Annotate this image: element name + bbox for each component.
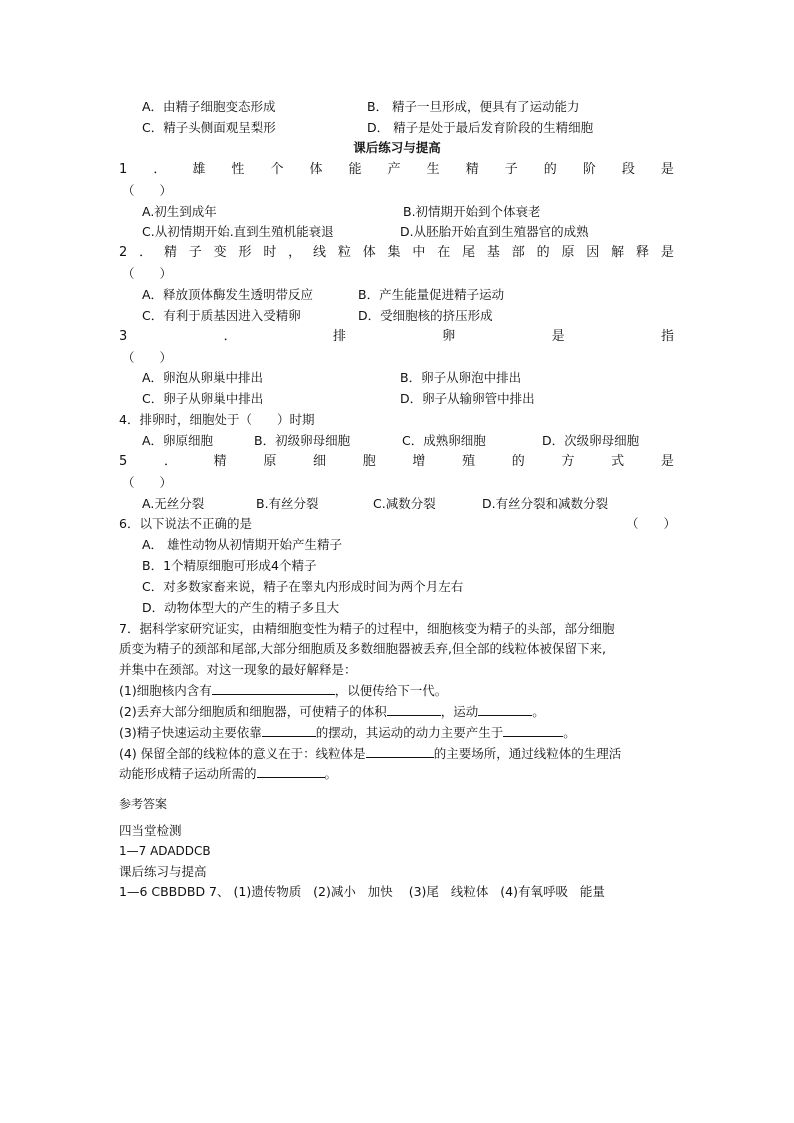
sub-3-text-c: 。 bbox=[563, 725, 576, 740]
question-5-stem bbox=[119, 451, 674, 472]
question-7-sub-4 bbox=[119, 743, 621, 764]
answer-blank-4b[interactable] bbox=[257, 763, 325, 778]
stem-char: 生 bbox=[426, 162, 440, 177]
stem-char: 精 bbox=[465, 162, 479, 177]
stem-char: 中 bbox=[412, 245, 426, 260]
answers-section-2: 课后练习与提高 bbox=[119, 864, 207, 879]
stem-char: ， bbox=[288, 245, 302, 260]
stem-char: 段 bbox=[621, 162, 635, 177]
question-4-option-a: A．卵原细胞 bbox=[142, 433, 214, 448]
sub-4-text-d: 。 bbox=[324, 766, 338, 781]
question-7-paragraph-line-2: 质变为精子的颈部和尾部,大部分细胞质及多数细胞器被丢弃,但全部的线粒体被保留下来, bbox=[119, 641, 606, 656]
stem-char: 在 bbox=[437, 245, 451, 260]
prev-option-c: C．精子头侧面观呈梨形 bbox=[142, 120, 276, 135]
question-1-stem bbox=[119, 159, 674, 180]
stem-char: 粒 bbox=[337, 245, 351, 260]
answer-item: (1)遗传物质 bbox=[233, 884, 302, 899]
question-1-option-d: D.从胚胎开始直到生殖器官的成熟 bbox=[400, 224, 589, 239]
question-7-sub-4-cont bbox=[119, 763, 337, 784]
stem-char: 因 bbox=[586, 245, 600, 260]
question-6-option-d: D．动物体型大的产生的精子多且大 bbox=[142, 600, 340, 615]
stem-char: 基 bbox=[486, 245, 500, 260]
stem-char: 式 bbox=[611, 454, 625, 469]
prev-option-d: D． 精子是处于最后发育阶段的生精细胞 bbox=[367, 120, 594, 135]
stem-char: 是 bbox=[660, 162, 674, 177]
question-4-option-d: D．次级卵母细胞 bbox=[542, 433, 640, 448]
answers-line-2-prefix: 1—6 CBBDBD 7、 bbox=[119, 884, 230, 899]
question-6-option-a: A． 雄性动物从初情期开始产生精子 bbox=[142, 537, 343, 552]
question-7-paragraph-line-1: 7．据科学家研究证实，由精细胞变性为精子的过程中，细胞核变为精子的头部，部分细胞 bbox=[119, 621, 615, 636]
question-6-option-b: B．1个精原细胞可形成4个精子 bbox=[142, 558, 317, 573]
stem-char: 形 bbox=[238, 245, 252, 260]
question-3-option-b: B．卵子从卵泡中排出 bbox=[400, 370, 522, 385]
question-5-option-a: A.无丝分裂 bbox=[142, 496, 205, 511]
answer-item: (4)有氧呼吸 bbox=[500, 884, 568, 899]
stem-char: 子 bbox=[504, 162, 518, 177]
prev-option-a: A．由精子细胞变态形成 bbox=[142, 99, 276, 114]
question-3-paren: （ ） bbox=[122, 350, 173, 365]
question-6-paren: （ ） bbox=[626, 516, 677, 531]
question-2-stem bbox=[119, 242, 674, 263]
question-3-stem bbox=[119, 326, 674, 347]
stem-char: 胞 bbox=[362, 454, 376, 469]
answer-item: (3)尾 bbox=[408, 884, 439, 899]
stem-char: 2 bbox=[119, 245, 128, 260]
stem-char: 是 bbox=[660, 245, 674, 260]
stem-char: 的 bbox=[543, 162, 557, 177]
stem-char: 能 bbox=[348, 162, 362, 177]
stem-char: 性 bbox=[231, 162, 245, 177]
question-4-option-b: B．初级卵母细胞 bbox=[254, 433, 351, 448]
question-3-option-d: D．卵子从输卵管中排出 bbox=[400, 391, 535, 406]
stem-char: 1 bbox=[119, 162, 128, 177]
question-1-option-a: A.初生到成年 bbox=[142, 204, 217, 219]
question-1-option-c: C.从初情期开始.直到生殖机能衰退 bbox=[142, 224, 334, 239]
answers-line-1: 1—7 ADADDCB bbox=[119, 844, 211, 858]
stem-char: 是 bbox=[551, 329, 565, 344]
stem-char: 卵 bbox=[442, 329, 456, 344]
answers-line-2 bbox=[119, 881, 605, 902]
stem-char: 部 bbox=[511, 245, 525, 260]
stem-char: 3 bbox=[119, 329, 128, 344]
question-3-option-c: C．卵子从卵巢中排出 bbox=[142, 391, 264, 406]
question-7-sub-2 bbox=[119, 701, 545, 722]
question-2-option-b: B．产生能量促进精子运动 bbox=[358, 287, 505, 302]
answer-blank-4a[interactable] bbox=[366, 743, 434, 758]
stem-char: ． bbox=[163, 454, 177, 469]
stem-char: 是 bbox=[660, 454, 674, 469]
answer-blank-1[interactable] bbox=[212, 680, 335, 695]
stem-char: 精 bbox=[213, 454, 227, 469]
stem-char: 5 bbox=[119, 454, 128, 469]
question-6-option-c: C．对多数家畜来说，精子在睾丸内形成时间为两个月左右 bbox=[142, 579, 464, 594]
question-2-option-d: D．受细胞核的挤压形成 bbox=[358, 308, 493, 323]
question-4-option-c: C．成熟卵细胞 bbox=[402, 433, 486, 448]
stem-char: 的 bbox=[536, 245, 550, 260]
question-3-option-a: A．卵泡从卵巢中排出 bbox=[142, 370, 264, 385]
stem-char: 体 bbox=[309, 162, 323, 177]
stem-char: 变 bbox=[213, 245, 227, 260]
answers-heading: 参考答案 bbox=[119, 797, 168, 811]
sub-4-text-b: 的主要场所，通过线粒体的生理活 bbox=[433, 746, 622, 761]
stem-char: 殖 bbox=[462, 454, 476, 469]
stem-char: ． bbox=[223, 329, 237, 344]
sub-2-text-b: ，运动 bbox=[440, 704, 479, 719]
answer-item: (2)减小 bbox=[313, 884, 356, 899]
answer-blank-3a[interactable] bbox=[262, 722, 316, 737]
sub-1-text-a: (1)细胞核内含有 bbox=[119, 683, 212, 698]
stem-char: 排 bbox=[332, 329, 346, 344]
stem-char: 原 bbox=[263, 454, 277, 469]
stem-char: 原 bbox=[561, 245, 575, 260]
stem-char: 线 bbox=[313, 245, 327, 260]
section-title: 课后练习与提高 bbox=[353, 140, 441, 155]
stem-char: 尾 bbox=[462, 245, 476, 260]
stem-char: 产 bbox=[387, 162, 401, 177]
stem-char: 细 bbox=[313, 454, 327, 469]
question-7-sub-3 bbox=[119, 722, 576, 743]
question-5-paren: （ ） bbox=[122, 475, 173, 490]
question-5-option-b: B.有丝分裂 bbox=[256, 496, 319, 511]
answer-item: 线粒体 bbox=[450, 884, 489, 899]
answer-item: 能量 bbox=[579, 884, 605, 899]
sub-4-text-a: (4) 保留全部的线粒体的意义在于：线粒体是 bbox=[119, 746, 366, 761]
question-2-option-a: A．释放顶体酶发生透明带反应 bbox=[142, 287, 314, 302]
stem-char: 个 bbox=[270, 162, 284, 177]
question-1-option-b: B.初情期开始到个体衰老 bbox=[403, 204, 541, 219]
sub-1-text-b: ，以便传给下一代。 bbox=[334, 683, 448, 698]
stem-char: 方 bbox=[561, 454, 575, 469]
stem-char: 子 bbox=[188, 245, 202, 260]
answer-item: 加快 bbox=[367, 884, 393, 899]
stem-char: 增 bbox=[412, 454, 426, 469]
question-5-option-d: D.有丝分裂和减数分裂 bbox=[482, 496, 609, 511]
sub-4-text-c: 动能形成精子运动所需的 bbox=[119, 766, 257, 781]
answer-blank-2b[interactable] bbox=[478, 701, 532, 716]
stem-char: 精 bbox=[163, 245, 177, 260]
sub-2-text-c: 。 bbox=[532, 704, 545, 719]
stem-char: 体 bbox=[362, 245, 376, 260]
stem-char: 指 bbox=[660, 329, 674, 344]
question-5-option-c: C.减数分裂 bbox=[373, 496, 436, 511]
stem-char: ． bbox=[153, 162, 167, 177]
prev-option-b: B． 精子一旦形成，便具有了运动能力 bbox=[367, 99, 580, 114]
answers-section-1: 四当堂检测 bbox=[119, 823, 182, 838]
question-1-paren: （ ） bbox=[122, 183, 173, 198]
question-2-option-c: C．有利于质基因进入受精卵 bbox=[142, 308, 301, 323]
stem-char: 阶 bbox=[582, 162, 596, 177]
stem-char: 时 bbox=[263, 245, 277, 260]
stem-char: ． bbox=[139, 245, 153, 260]
question-6-stem: 6．以下说法不正确的是 bbox=[119, 516, 252, 531]
sub-2-text-a: (2)丢弃大部分细胞质和细胞器，可使精子的体积 bbox=[119, 704, 387, 719]
question-7-sub-1 bbox=[119, 680, 447, 701]
question-2-paren: （ ） bbox=[122, 266, 173, 281]
answer-blank-2a[interactable] bbox=[387, 701, 441, 716]
stem-char: 的 bbox=[511, 454, 525, 469]
stem-char: 雄 bbox=[192, 162, 206, 177]
question-7-paragraph-line-3: 并集中在颈部。对这一现象的最好解释是： bbox=[119, 662, 357, 677]
stem-char: 集 bbox=[387, 245, 401, 260]
sub-3-text-b: 的摆动，其运动的动力主要产生于 bbox=[315, 725, 504, 740]
answer-blank-3b[interactable] bbox=[503, 722, 563, 737]
stem-char: 解 bbox=[611, 245, 625, 260]
stem-char: 释 bbox=[635, 245, 649, 260]
sub-3-text-a: (3)精子快速运动主要依靠 bbox=[119, 725, 262, 740]
question-4-stem: 4．排卵时，细胞处于（ ）时期 bbox=[119, 412, 315, 427]
